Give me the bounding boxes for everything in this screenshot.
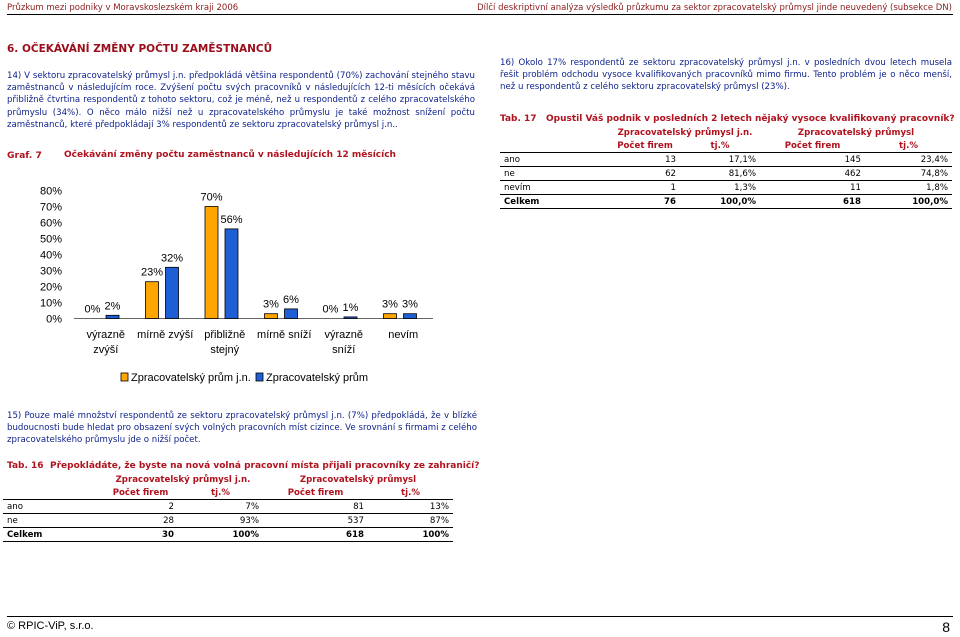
- bar: [285, 309, 298, 319]
- tab16-col-pct-2: tj.%: [401, 487, 420, 498]
- tab17-group2: Zpracovatelský průmysl: [797, 127, 915, 138]
- bar: [404, 314, 417, 319]
- bar: [146, 282, 159, 319]
- data-label: 2%: [104, 300, 121, 313]
- y-tick-label: 70%: [39, 201, 62, 214]
- legend-label: Zpracovatelský prům: [266, 372, 369, 384]
- tab17-table: [500, 126, 952, 209]
- header-left: Průzkum mezi podniky v Moravskoslezském kraji 2006: [7, 3, 239, 13]
- y-tick-label: 50%: [39, 233, 62, 246]
- footer-left: © RPIC-ViP, s.r.o.: [7, 620, 94, 632]
- tab17-group1: Zpracovatelský průmysl j.n.: [617, 127, 753, 138]
- paragraph-14: 14) V sektoru zpracovatelský průmysl j.n. předpokládá většina respondentů (70%) zachování stejného stavu zaměstnanců v následujícím roce. Zvýšení počtu svých pracovníků v následujících 12-ti měsících očekává přibližně čtvrtina respondentů z tohoto sektoru, což je méně, než u respondentů z celého zpracovatelského průmyslu (34%). O něco málo nižší než u zpracovatelského průmyslu je také možnost snížení počtu zaměstnanců, které předpokládají 3% respondentů ze sektoru zpracovatelský průmysl j.n..: [7, 71, 475, 130]
- tab16-label: Tab. 16: [7, 461, 44, 471]
- tab17-title: Opustil Váš podnik v posledních 2 letech nějaký vysoce kvalifikovaný pracovník?: [546, 114, 955, 124]
- table-row: ano 2 7% 81 13%: [3, 500, 453, 514]
- tab16-col-pct-1: tj.%: [211, 487, 230, 498]
- page-number: 8: [942, 619, 950, 635]
- x-tick-label: výrazně: [86, 329, 126, 341]
- table-row: ano 13 17,1% 145 23,4%: [500, 153, 952, 167]
- tab17-col-pct-2: tj.%: [899, 140, 918, 151]
- x-tick-label: sníží: [332, 344, 356, 356]
- graf-title: Očekávání změny počtu zaměstnanců v následujících 12 měsících: [64, 150, 396, 160]
- data-label: 3%: [402, 298, 418, 311]
- x-tick-label: nevím: [388, 329, 419, 341]
- tab16-group2: Zpracovatelský průmysl: [299, 474, 417, 485]
- legend-swatch: [121, 373, 128, 381]
- bar: [384, 314, 397, 319]
- section-title: 6. OČEKÁVÁNÍ ZMĚNY POČTU ZAMĚSTNANCŮ: [7, 43, 273, 55]
- x-tick-label: stejný: [210, 344, 240, 356]
- y-tick-label: 0%: [46, 313, 62, 326]
- data-label: 6%: [283, 293, 299, 306]
- graf-label: Graf. 7: [7, 150, 42, 161]
- y-tick-label: 60%: [39, 217, 62, 230]
- data-label: 0%: [322, 303, 339, 316]
- paragraph-15: 15) Pouze malé množství respondentů ze sektoru zpracovatelský průmysl j.n. (7%) předpokládá, že v blízké budoucnosti bude hledat pro obsazení svých volných pracovních míst cizince. Ve srovnání s firmami z celého zpracovatelského průmyslu jde o nižší počet.: [7, 411, 477, 446]
- bar: [344, 317, 357, 319]
- tab16-col-count-2: Počet firem: [287, 487, 344, 498]
- x-tick-label: mírně sníží: [257, 329, 312, 341]
- data-label: 32%: [160, 252, 184, 265]
- table-row: nevím 1 1,3% 11 1,8%: [500, 181, 952, 195]
- tab16-col-count-1: Počet firem: [112, 487, 169, 498]
- tab16-group1: Zpracovatelský průmysl j.n.: [115, 474, 251, 485]
- bar: [106, 315, 119, 318]
- tab17-col-pct-1: tj.%: [710, 140, 730, 151]
- tab16-title: Přepokládáte, že byste na nová volná pracovní místa přijali pracovníky ze zahraničí?: [50, 461, 480, 471]
- expectation-chart: [0, 0, 480, 400]
- tab16-table: [3, 473, 453, 542]
- y-tick-label: 20%: [39, 281, 62, 294]
- x-tick-label: mírně zvýší: [137, 329, 194, 341]
- table-row: ne 62 81,6% 462 74,8%: [500, 167, 952, 181]
- bar: [205, 207, 218, 319]
- legend-label: Zpracovatelský prům j.n.: [131, 372, 251, 384]
- x-tick-label: přibližně: [204, 329, 246, 341]
- header-right: Dílčí deskriptivní analýza výsledků průzkumu za sektor zpracovatelský průmysl jinde neuvedený (subsekce DN): [477, 3, 952, 13]
- paragraph-16: 16) Okolo 17% respondentů ze sektoru zpracovatelský průmysl j.n. v posledních dvou letech musela řešit problém odchodu vysoce kvalifikovaných pracovníků mimo firmu. Tento problém je o něco menší, než u respondentů z celého sektoru zpracovatelský průmysl (23%).: [500, 58, 952, 93]
- y-tick-label: 30%: [39, 265, 62, 278]
- bar: [265, 314, 278, 319]
- y-tick-label: 80%: [39, 185, 62, 198]
- table-row: Celkem 30 100% 618 100%: [3, 528, 453, 542]
- data-label: 0%: [84, 303, 101, 316]
- table-row: Celkem 76 100,0% 618 100,0%: [500, 195, 952, 209]
- data-label: 70%: [200, 191, 223, 204]
- data-label: 3%: [263, 298, 279, 311]
- tab17-col-count-2: Počet firem: [784, 140, 841, 151]
- table-row: ne 28 93% 537 87%: [3, 514, 453, 528]
- bar: [166, 267, 179, 318]
- y-tick-label: 10%: [39, 297, 62, 310]
- x-tick-label: zvýší: [93, 344, 119, 356]
- tab17-col-count-1: Počet firem: [617, 140, 673, 151]
- tab17-label: Tab. 17: [500, 114, 537, 124]
- data-label: 1%: [342, 301, 359, 314]
- bar: [225, 229, 238, 319]
- x-tick-label: výrazně: [324, 329, 364, 341]
- data-label: 56%: [220, 213, 243, 226]
- data-label: 23%: [140, 266, 164, 279]
- legend-swatch: [256, 373, 263, 381]
- footer-rule: [7, 616, 953, 617]
- y-tick-label: 40%: [39, 249, 62, 262]
- data-label: 3%: [382, 298, 398, 311]
